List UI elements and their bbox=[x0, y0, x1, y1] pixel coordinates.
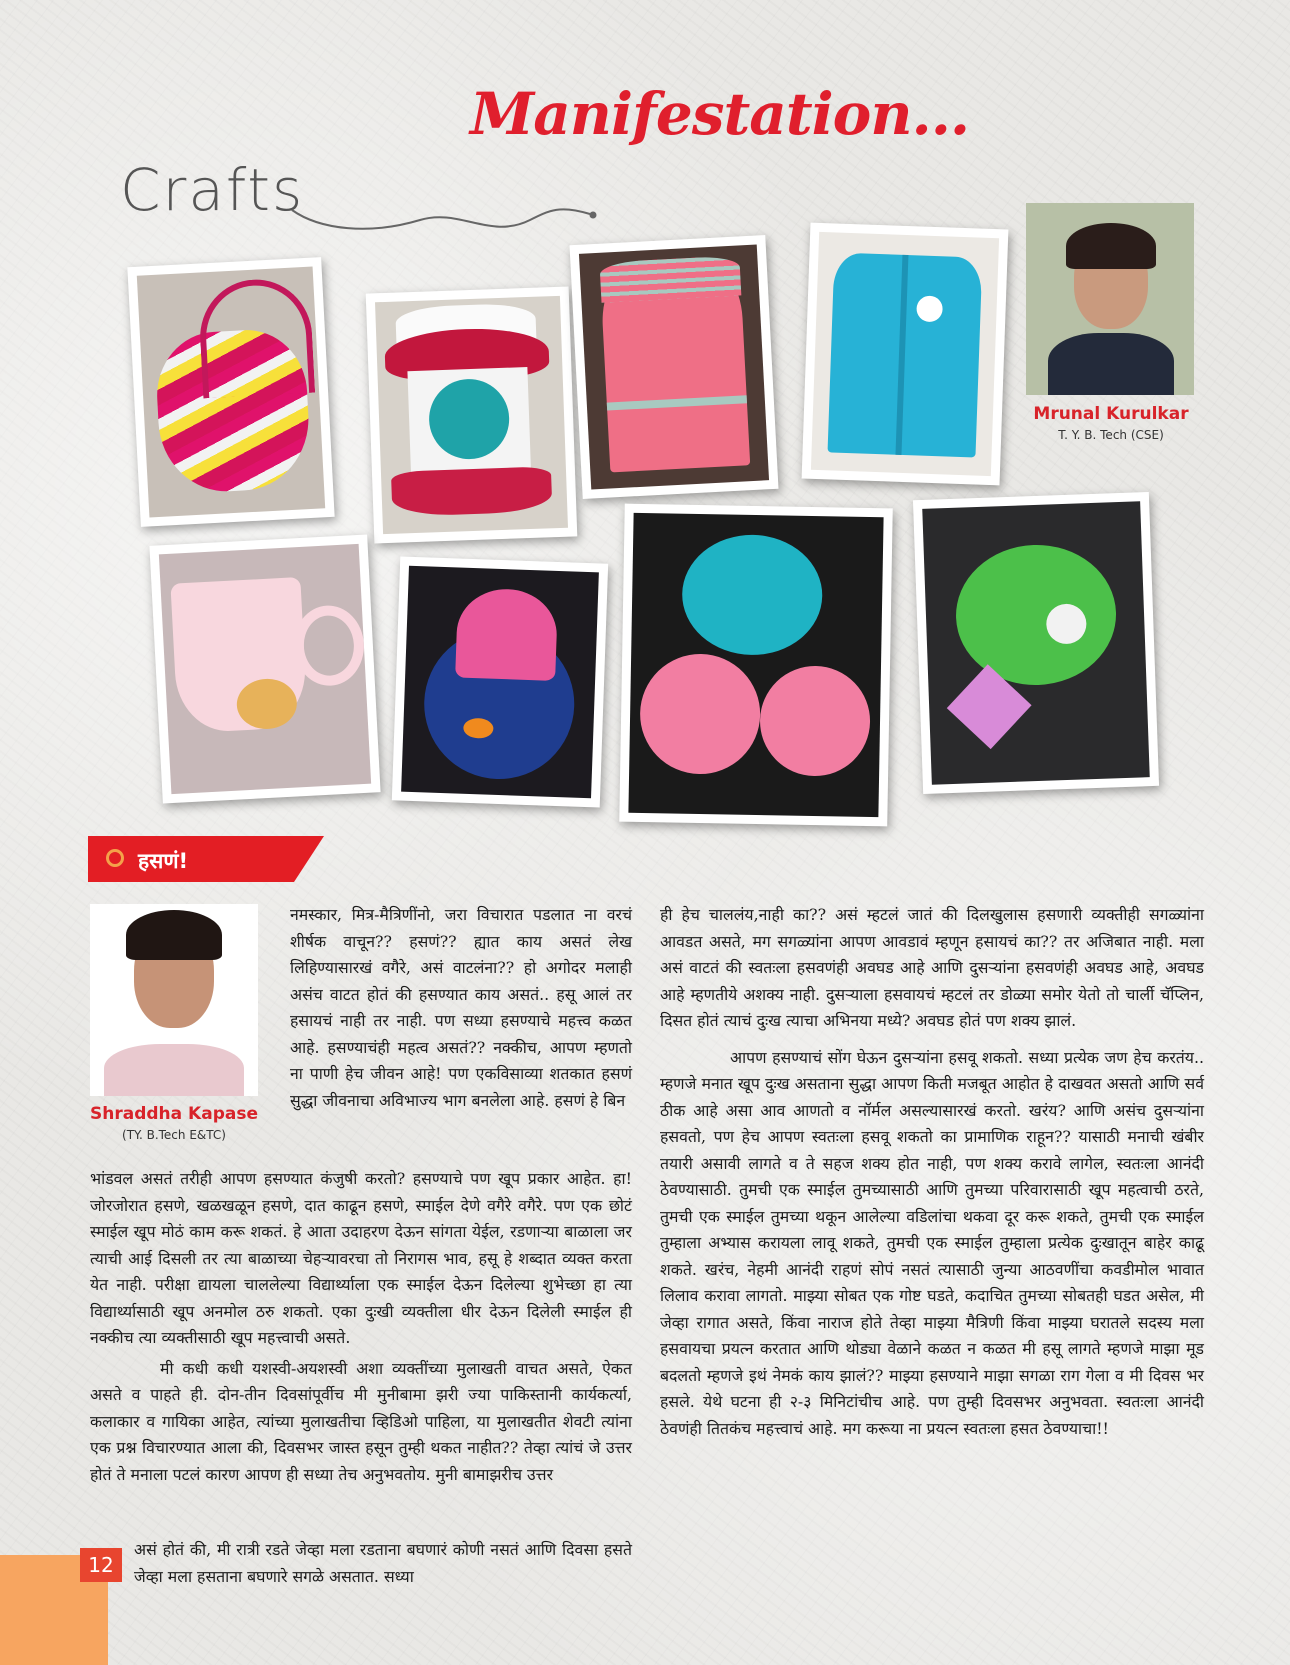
shraddha-role: (TY. B.Tech E&TC) bbox=[122, 1128, 226, 1142]
section-heading-bullet-icon bbox=[106, 849, 124, 867]
article-col1-top bbox=[290, 902, 632, 1114]
craft-photo-rangoli-lotus bbox=[392, 556, 608, 807]
mrunal-portrait bbox=[1026, 203, 1194, 395]
craft-photo-pink-sweater bbox=[569, 235, 778, 499]
article-col1-top-text: नमस्कार, मित्र-मैत्रिणींनो, जरा विचारात पडलात ना वरचं शीर्षक वाचून?? हसणं?? ह्यात काय असतं लेख लिहिण्यासारखं वगैरे, असं वाटलंना?? हो अगोदर मलाही असंच वाटत होतं की हसण्यात काय असतं.. हसू आलं तर हसायचं नाही तर नाही. पण सध्या हसण्याचे महत्त्व कळत आहे. हसण्याचंही महत्व असतं?? नक्कीच, आपण म्हणतो ना पाणी हेच जीवन आहे! पण एकविसाव्या शतकात हसणं सुद्धा जीवनाचा अविभाज्य भाग बनलेला आहे. हसणं हे बिन bbox=[290, 905, 632, 1110]
article-col1-bottom bbox=[134, 1537, 632, 1590]
article-col2-para2-text: आपण हसण्याचं सोंग घेऊन दुसऱ्यांना हसवू शकतो. सध्या प्रत्येक जण हेच करतंय.. म्हणजे मनात खूप दुःख असताना सुद्धा आपण किती मजबूत आहोत हे दाखवत असतो आणि सर्व ठीक आहे असा आव आणतो व नॉर्मल असल्यासारखं करतो. खरंय? आणि असंच दुसऱ्यांना हसवतो, पण हेच आपण स्वतःला हसवू शकतो का प्रामाणिक राहून?? यासाठी मनाची खंबीर तयारी असावी लागते व ते सहज शक्य होत नाही, पण शक्य करावे लागेल, स्वतःला आनंदी ठेवण्यासाठी. तुमची एक स्माईल तुमच्यासाठी आणि तुमच्या परिवारासाठी खूप महत्वाची ठरते, तुमची एक स्माईल तुमच्या थकून आलेल्या वडिलांचा थकवा दूर करू शकते, तुमची एक स्माईल तुम्हाला अभ्यास करायला लावू शकते, तुमची एक स्माईल तुम्हाला प्रत्येक दुःखातून बाहेर काढू शकते. खरंच, नेहमी आनंदी राहणं सोपं नसतं त्यासाठी जुन्या आठवणींचा कवडीमोल भावात लिलाव करावा लागतो. माझ्या सोबत एक गोष्ट घडते, कदाचित तुमच्या सोबतही घडत असेल, मी जेव्हा रागात असते, किंवा नाराज होते तेव्हा माझ्या मैत्रिणी किंवा माझ्या घरातले सदस्य मला हसवायचा प्रयत्न करतात आणि थोड्या वेळाने कळत न कळत मी हसू लागते म्हणजे माझा मूड बदलतो म्हणजे इथं नेमकं काय झालं?? माझ्या हसण्याने माझा सगळा राग गेला व मी दिवस भर हसले. येथे घटना ही २-३ मिनिटांचीच आहे. पण तुम्ही दिवसभर अनुभवता. स्वतःला आनंदी ठेवणंही तितकंच महत्त्वाचं आहे. मग करूया ना प्रयत्न स्वतःला हसत ठेवण्याचा!! bbox=[660, 1047, 1204, 1438]
article-col2 bbox=[660, 902, 1204, 1442]
craft-photo-rangoli-kite bbox=[913, 492, 1159, 794]
article-col1-mid-text: भांडवल असतं तरीही आपण हसण्यात कंजुषी करतो? हसण्याचे पण खूप प्रकार आहेत. हा! जोरजोरात हसणे, खळखळून हसणे, दात काढून हसणे, स्माईल देणे वगैरे वगैरे. पण एक छोटं स्माईल खूप मोठं काम करू शकतं. हे आता उदाहरण देऊन सांगता येईल, रडणाऱ्या बाळाला जर त्याची आई दिसली तर त्या बाळाच्या चेहऱ्यावरचा तो निरागस भाव, हसू हे शब्दात व्यक्त करता येत नाही. परीक्षा द्यायला चाललेल्या विद्यार्थ्याला एक स्माईल देऊन दिलेल्या शुभेच्छा हा त्या विद्यार्थ्यासाठी खूप अनमोल ठरु शकतो. एका दुःखी व्यक्तीला धीर देऊन दिलेली स्माईल ही नक्कीच त्या व्यक्तीसाठी खूप महत्त्वाची असते. bbox=[90, 1169, 632, 1347]
article-col1-body bbox=[90, 1166, 632, 1488]
magazine-title: Manifestation... bbox=[470, 80, 970, 148]
article-col1-para2-text: मी कधी कधी यशस्वी-अयशस्वी अशा व्यक्तींच्या मुलाखती वाचत असते, ऐकत असते व पाहते ही. दोन-तीन दिवसांपूर्वीच मी मुनीबामा झरी ज्या पाकिस्तानी कार्यकर्त्या, कलाकार व गायिका आहेत, त्यांच्या मुलाखतीचा व्हिडिओ पाहिला, या मुलाखतीत शेवटी त्यांना एक प्रश्न विचारण्यात आला की, दिवसभर जास्त हसून तुम्ही थकत नाहीत?? तेव्हा त्यांचं जे उत्तर होतं ते मनाला पटलं कारण आपण ही सध्या तेच अनुभवतोय. मुनी बामाझरीच उत्तर bbox=[90, 1358, 632, 1484]
shraddha-name: Shraddha Kapase bbox=[90, 1104, 258, 1124]
craft-photo-blue-vest bbox=[802, 223, 1009, 486]
article-col1-bottom-text: असं होतं की, मी रात्री रडते जेव्हा मला रडताना बघणारं कोणी नसतं आणि दिवसा हसते जेव्हा मला हसताना बघणारे सगळे असतात. सध्या bbox=[134, 1540, 632, 1586]
mrunal-name: Mrunal Kurulkar bbox=[1033, 404, 1189, 424]
shraddha-portrait bbox=[90, 904, 258, 1096]
craft-photo-crochet-hats bbox=[619, 504, 893, 827]
craft-photo-crochet-cup bbox=[149, 534, 380, 803]
decorative-swirl-icon bbox=[290, 190, 610, 250]
mrunal-role: T. Y. B. Tech (CSE) bbox=[1058, 428, 1164, 442]
craft-photo-frock bbox=[366, 287, 578, 544]
article-heading: हसणं! bbox=[138, 849, 189, 873]
section-title: Crafts bbox=[120, 156, 305, 224]
craft-photo-bag bbox=[127, 257, 334, 527]
page-number: 12 bbox=[80, 1548, 122, 1582]
article-col2-para1-text: ही हेच चाललंय,नाही का?? असं म्हटलं जातं की दिलखुलास हसणारी व्यक्तीही सगळ्यांना आवडत असते, मग सगळ्यांना आपण आवडावं म्हणून हसायचं का?? तर अजिबात नाही. मला असं वाटतं की स्वतःला हसवणंही अवघड आहे आणि दुसऱ्यांना हसवणंही अवघड आहे, अवघड आहे म्हणतीये अशक्य नाही. दुसऱ्याला हसवायचं म्हटलं तर डोळ्या समोर येतो तो चार्ली चॅप्लिन, दिसत होतं त्याचं दुःख त्याचा अभिनया मध्ये? अवघड होतं पण शक्य झालं. bbox=[660, 905, 1204, 1030]
